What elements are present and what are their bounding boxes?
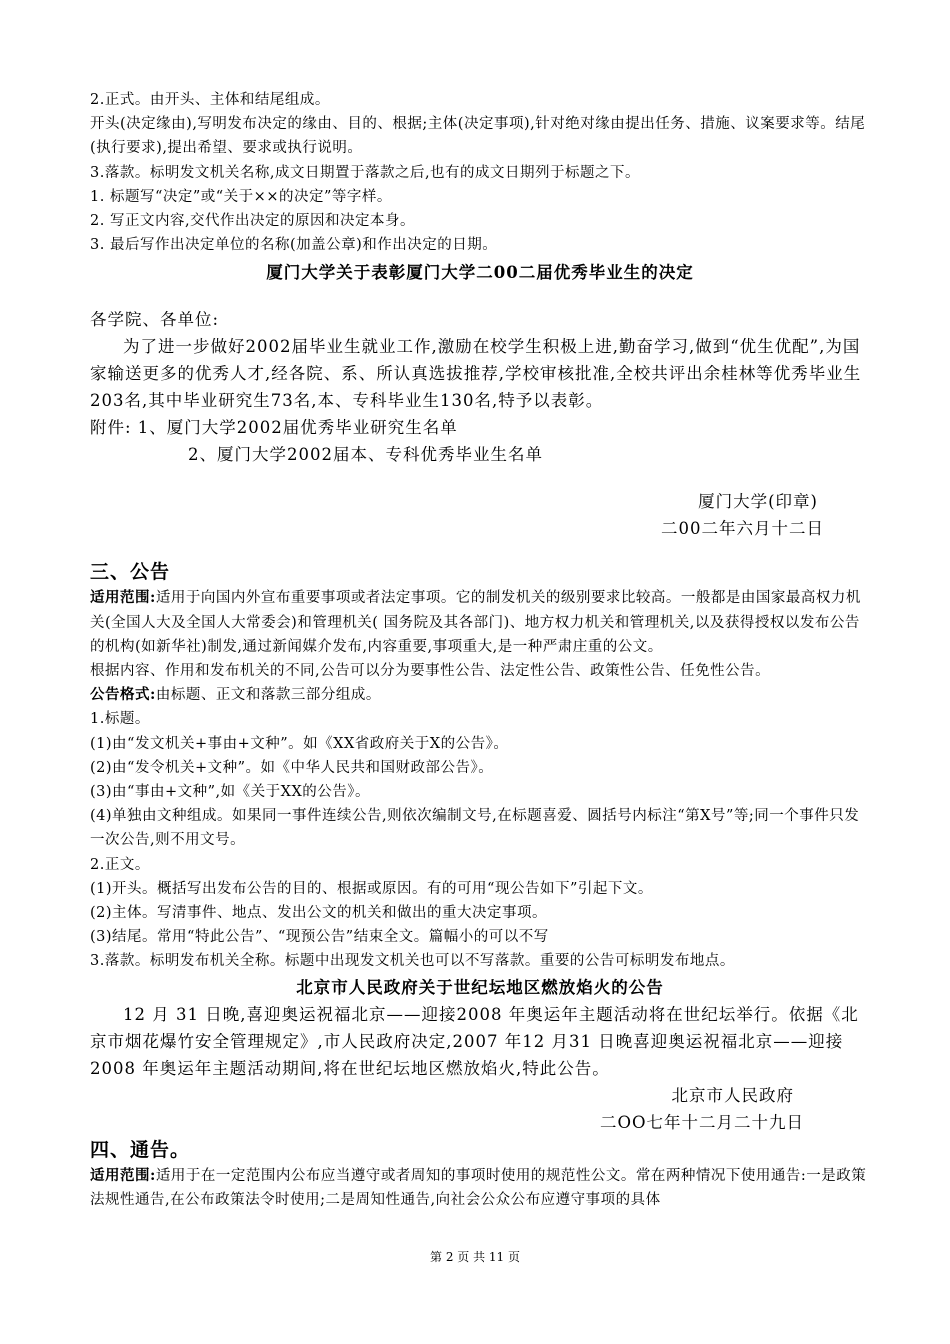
- decision-date: 二00二年六月十二日: [661, 519, 824, 539]
- section-heading-notice: 四、通告。: [90, 1138, 191, 1161]
- decision-signature: 厦门大学(印章): [698, 492, 818, 512]
- section-heading-announcement: 三、公告: [90, 561, 171, 584]
- decision-title: 厦门大学关于表彰厦门大学二00二届优秀毕业生的决定: [266, 263, 694, 283]
- scope-label: 适用范围:: [90, 589, 156, 607]
- page-number-footer: 第 2 页 共 11 页: [430, 1250, 520, 1264]
- decision-attachment-1: 附件: 1、厦门大学2002届优秀毕业研究生名单: [90, 418, 458, 438]
- notice-title: 北京市人民政府关于世纪坛地区燃放焰火的公告: [296, 977, 664, 997]
- text-line: 开头(决定缘由),写明发布决定的缘由、目的、根据;主体(决定事项),针对绝对缘由提出任务、措施、议案要求等。结尾(执行要求),提出希望、要求或执行说明。: [90, 116, 866, 157]
- list-item: 3.落款。标明发布机关全称。标题中出现发文机关也可以不写落款。重要的公告可标明发布地点。: [90, 953, 735, 970]
- scope-paragraph: [90, 1164, 870, 1212]
- document-page: [90, 88, 870, 1212]
- scope-text: 适用于在一定范围内公布应当遵守或者周知的事项时使用的规范性公文。常在两种情况下使用通告:一是政策法规性通告,在公布政策法令时使用;二是周知性通告,向社会公众公布应遵守事项的具体: [90, 1167, 867, 1208]
- list-item: (3)由“事由+文种”,如《关于XX的公告》。: [90, 784, 371, 801]
- text-line: 3.落款。标明发文机关名称,成文日期置于落款之后,也有的成文日期列于标题之下。: [90, 164, 641, 181]
- notice-body: 12 月 31 日晚,喜迎奥运祝福北京——迎接2008 年奥运年主题活动将在世纪坛举行。依据《北京市烟花爆竹安全管理规定》,市人民政府决定,2007 年12 月31 日晚喜迎奥运祝福北京——迎接2008 年奥运年主题活动期间,将在世纪坛地区燃放焰火,特此公告。: [90, 1004, 859, 1078]
- list-item: (3)结尾。常用“特此公告”、“现预公告”结束全文。篇幅小的可以不写: [90, 929, 549, 946]
- list-item: (2)由“发令机关+文种”。如《中华人民共和国财政部公告》。: [90, 759, 494, 776]
- text-line: 1. 标题写“决定”或“关于××的决定”等字样。: [90, 188, 392, 205]
- decision-salutation: 各学院、各单位:: [90, 310, 220, 330]
- list-item: (1)由“发文机关+事由+文种”。如《XX省政府关于X的公告》。: [90, 735, 509, 752]
- list-item: 1.标题。: [90, 711, 150, 728]
- list-item: 2.正文。: [90, 856, 150, 873]
- scope-paragraph: [90, 586, 870, 659]
- list-item: (2)主体。写清事件、地点、发出公文的机关和做出的重大决定事项。: [90, 905, 548, 922]
- text-line: 2. 写正文内容,交代作出决定的原因和决定本身。: [90, 213, 416, 230]
- list-item: (1)开头。概括写出发布公告的目的、根据或原因。有的可用“现公告如下”引起下文。: [90, 880, 653, 897]
- text-line: 2.正式。由开头、主体和结尾组成。: [90, 92, 330, 108]
- notice-signature: 北京市人民政府: [671, 1085, 794, 1105]
- scope-label: 适用范围:: [90, 1166, 156, 1184]
- notice-date: 二OO七年十二月二十九日: [599, 1112, 804, 1132]
- decision-body: 为了进一步做好2002届毕业生就业工作,激励在校学生积极上进,勤奋学习,做到“优生优配”,为国家输送更多的优秀人才,经各院、系、所认真选拔推荐,学校审核批准,全校共评出余桂林等优秀毕业生203名,其中毕业研究生73名,本、专科毕业生130名,特予以表彰。: [90, 337, 862, 411]
- format-text: 由标题、正文和落款三部分组成。: [155, 687, 381, 704]
- format-label: 公告格式:: [90, 686, 156, 704]
- scope-text: 适用于向国内外宣布重要事项或者法定事项。它的制发机关的级别要求比较高。一般都是由国家最高权力机关(全国人大及全国人大常委会)和管理机关( 国务院及其各部门)、地方权力机关和管理机关,以及获得授权以发布公告的机构(如新华社)制发,通过新闻媒介发布,内容重要,事项重大,是一种严肃庄重的公文。: [90, 590, 861, 655]
- categories-paragraph: 根据内容、作用和发布机关的不同,公告可以分为要事性公告、法定性公告、政策性公告、任免性公告。: [90, 663, 771, 680]
- text-line: 3. 最后写作出决定单位的名称(加盖公章)和作出决定的日期。: [90, 237, 498, 254]
- format-paragraph: [90, 683, 870, 707]
- decision-attachment-2: 2、厦门大学2002届本、专科优秀毕业生名单: [188, 445, 543, 465]
- list-item: (4)单独由文种组成。如果同一事件连续公告,则依次编制文号,在标题喜爱、圆括号内标注“第X号”等;同一个事件只发一次公告,则不用文号。: [90, 808, 860, 849]
